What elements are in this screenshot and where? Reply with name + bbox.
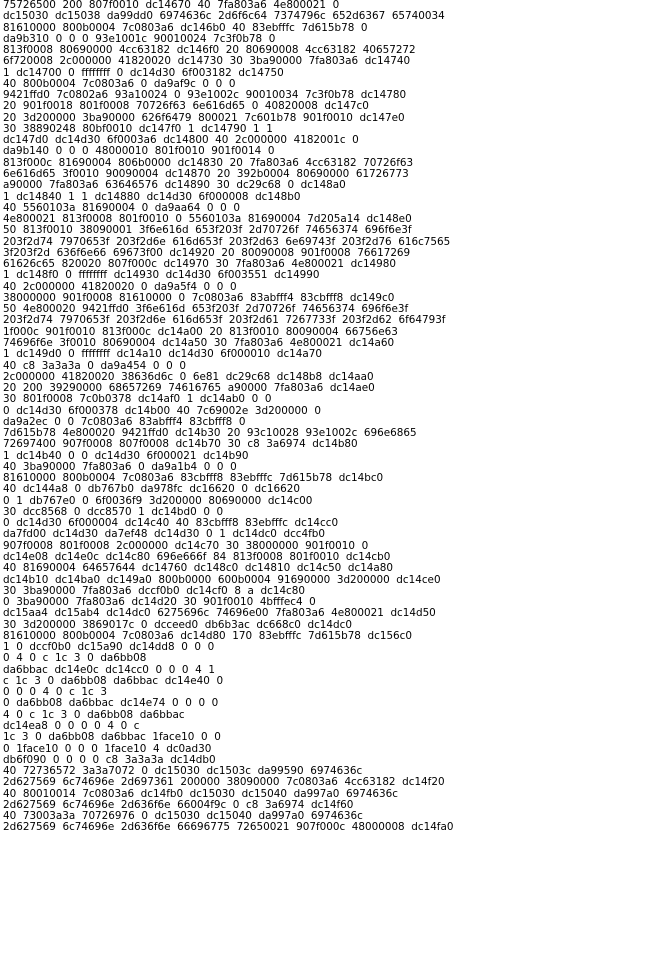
dump-line: 40 c8 3a3a3a 0 da9a454 0 0 0 [3,360,186,372]
dump-line: 907f0008 801f0008 2c000000 dc14c70 30 38000000 901f0010 0 [3,540,369,552]
dump-line: c 1c 3 0 da6bb08 da6bbac dc14e40 0 [3,675,224,687]
dump-line: 1 dc149d0 0 ffffffff dc14a10 dc14d30 6f000010 dc14a70 [3,349,322,361]
dump-line: 0 dc14d30 6f000378 dc14b00 40 7c69002e 3d200000 0 [3,405,321,417]
memory-dump-text [3,0,648,834]
dump-line: 40 80010014 7c0803a6 dc14fb0 dc15030 dc15040 da997a0 6974636c [3,788,398,800]
dump-line: 72697400 907f0008 807f0008 dc14b70 30 c8 3a6974 dc14b80 [3,439,358,451]
dump-line: da7fd00 dc14d30 da7ef48 dc14d30 0 1 dc14dc0 dcc4fb0 [3,529,325,541]
dump-line: 81610000 800b0004 7c0803a6 dc14d80 170 83ebfffc 7d615b78 dc156c0 [3,630,412,642]
dump-line: dc15aa4 dc15ab4 dc14dc0 6275696c 74696e00 7fa803a6 4e800021 dc14d50 [3,608,436,620]
dump-line: 20 901f0018 801f0008 70726f63 6e616d65 0 40820008 dc147c0 [3,101,369,113]
dump-line: 3f203f2d 636f6e66 69673f00 dc14920 20 80090008 901f0008 76617269 [3,247,411,259]
dump-line: 40 dc144a8 0 db767b0 da978fc dc16620 0 dc16620 [3,484,300,496]
dump-line: a90000 7fa803a6 63646576 dc14890 30 dc29c68 0 dc148a0 [3,180,346,192]
dump-line: 813f0008 80690000 4cc63182 dc146f0 20 80690008 4cc63182 40657272 [3,45,416,57]
dump-line: 74696f6e 3f0010 80690004 dc14a50 30 7fa803a6 4e800021 dc14a60 [3,337,395,349]
dump-line: 1 dc14840 1 1 dc14880 dc14d30 6f000008 dc148b0 [3,191,301,203]
dump-line: 30 3d200000 3869017c 0 dcceed0 db6b3ac dc668c0 dc14dc0 [3,619,352,631]
dump-line: 1 0 dccf0b0 dc15a90 dc14dd8 0 0 0 [3,642,215,654]
dump-line: dc14ea8 0 0 0 0 4 0 c [3,721,140,732]
dump-line: 813f000c 81690004 806b0000 dc14830 20 7fa803a6 4cc63182 70726f63 [3,157,414,169]
dump-line: 75726500 200 807f0010 dc14670 40 7fa803a6 4e800021 0 [3,0,340,11]
dump-line: 40 81690004 64657644 dc14760 dc148c0 dc14810 dc14c50 dc14a80 [3,563,394,575]
dump-line: 40 5560103a 81690004 0 da9aa64 0 0 0 [3,202,240,214]
dump-line: db6f090 0 0 0 0 c8 3a3a3a dc14db0 [3,754,216,766]
dump-line: 40 3ba90000 7fa803a6 0 da9a1b4 0 0 0 [3,461,237,473]
dump-line: 1 dc14700 0 ffffffff 0 dc14d30 6f003182 dc14750 [3,67,284,79]
dump-line: 40 2c000000 41820020 0 da9a5f4 0 0 0 [3,281,237,293]
dump-line: dc14e08 dc14e0c dc14c80 696e666f 84 813f0008 801f0010 dc14cb0 [3,552,391,564]
dump-line: 0 1 db767e0 0 6f0036f9 3d200000 80690000 dc14c00 [3,495,313,507]
dump-line: 50 813f0010 38090001 3f6e616d 653f203f 2d70726f 74656374 696f6e3f [3,225,412,237]
dump-line: 4e800021 813f0008 801f0010 0 5560103a 81690004 7d205a14 dc148e0 [3,214,412,226]
dump-line: 1f000c 901f0010 813f000c dc14a00 20 813f0010 80090004 66756e63 [3,326,398,338]
dump-line: 50 4e800020 9421ffd0 3f6e616d 653f203f 2d70726f 74656374 696f6e3f [3,304,409,316]
dump-line: 61626c65 820020 807f000c dc14970 30 7fa803a6 4e800021 dc14980 [3,259,396,271]
dump-line: 2d627569 6c74696e 2d636f6e 66696775 72650021 907f000c 48000008 dc14fa0 [3,822,454,834]
dump-line: 81610000 800b0004 7c0803a6 83cbfff8 83ebfffc 7d615b78 dc14bc0 [3,473,384,485]
dump-line: da6bbac dc14e0c dc14cc0 0 0 0 4 1 [3,664,215,676]
dump-line: 0 dc14d30 6f000004 dc14c40 40 83cbfff8 83ebfffc dc14cc0 [3,518,339,530]
dump-line: 0 4 0 c 1c 3 0 da6bb08 [3,653,147,665]
dump-line: 1c 3 0 da6bb08 da6bbac 1face10 0 0 [3,732,221,744]
dump-line: 0 1face10 0 0 0 1face10 4 dc0ad30 [3,743,212,755]
dump-line: dc14b10 dc14ba0 dc149a0 800b0000 600b0004 91690000 3d200000 dc14ce0 [3,574,441,586]
dump-line: 203f2d74 7970653f 203f2d6e 616d653f 203f2d61 7267733f 203f2d62 6f64793f [3,315,446,327]
dump-line: 30 3ba90000 7fa803a6 dccf0b0 dc14cf0 8 a dc14c80 [3,585,305,597]
dump-line: 0 da6bb08 da6bbac dc14e74 0 0 0 0 [3,698,219,710]
dump-line: 4 0 c 1c 3 0 da6bb08 da6bbac [3,709,185,721]
dump-line: 9421ffd0 7c0802a6 93a10024 0 93e1002c 90010034 7c3f0b78 dc14780 [3,90,407,102]
dump-line: da9b310 0 0 0 93e1001c 90010024 7c3f0b78 0 [3,33,276,45]
dump-line: 2c000000 41820020 38636d6c 0 6e81 dc29c68 dc148b8 dc14aa0 [3,371,374,383]
dump-line: 40 72736572 3a3a7072 0 dc15030 dc1503c da99590 6974636c [3,766,363,778]
dump-line: da9b140 0 0 0 48000010 801f0010 901f0014 0 [3,146,275,158]
dump-line: 40 800b0004 7c0803a6 0 da9af9c 0 0 0 [3,78,236,90]
dump-line: 2d627569 6c74696e 2d636f6e 66004f9c 0 c8 3a6974 dc14f60 [3,799,354,811]
dump-line: 30 38890248 80bf0010 dc147f0 1 dc14790 1 1 [3,123,273,135]
dump-line: 2d627569 6c74696e 2d697361 200000 38090000 7c0803a6 4cc63182 dc14f20 [3,777,445,789]
dump-line: 81610000 800b0004 7c0803a6 dc146b0 40 83ebfffc 7d615b78 0 [3,22,368,34]
dump-line: 38000000 901f0008 81610000 0 7c0803a6 83abfff4 83cbfff8 dc149c0 [3,292,395,304]
dump-line: 40 73003a3a 70726976 0 dc15030 dc15040 da997a0 6974636c [3,811,363,823]
dump-line: 20 3d200000 3ba90000 626f6479 800021 7c601b78 901f0010 dc147e0 [3,112,405,124]
dump-line: 6f720008 2c000000 41820020 dc14730 30 3ba90000 7fa803a6 dc14740 [3,56,411,68]
dump-line: 0 3ba90000 7fa803a6 dc14d20 30 901f0010 4bfffec4 0 [3,597,316,609]
dump-line: 20 200 39290000 68657269 74616765 a90000 7fa803a6 dc14ae0 [3,383,375,395]
dump-line: 0 0 0 4 0 c 1c 3 [3,687,107,699]
dump-line: 30 801f0008 7c0b0378 dc14af0 1 dc14ab0 0 0 [3,394,272,406]
dump-line: 30 dcc8568 0 dcc8570 1 dc14bd0 0 0 [3,506,224,518]
dump-line: dc147d0 dc14d30 6f0003a6 dc14800 40 2c000000 4182001c 0 [3,135,359,147]
dump-line: dc15030 dc15038 da99dd0 6974636c 2d6f6c64 7374796c 652d6367 65740034 [3,11,445,23]
dump-line: da9a2ec 0 0 7c0803a6 83abfff4 83cbfff8 0 [3,416,246,428]
dump-line: 6e616d65 3f0010 90090004 dc14870 20 392b0004 80690000 61726773 [3,168,409,180]
dump-line: 203f2d74 7970653f 203f2d6e 616d653f 203f2d63 6e69743f 203f2d76 616c7565 [3,236,451,248]
dump-line: 1 dc148f0 0 ffffffff dc14930 dc14d30 6f003551 dc14990 [3,270,320,282]
dump-line: 1 dc14b40 0 0 dc14d30 6f000021 dc14b90 [3,450,249,462]
dump-line: 7d615b78 4e800020 9421ffd0 dc14b30 20 93c10028 93e1002c 696e6865 [3,428,417,440]
